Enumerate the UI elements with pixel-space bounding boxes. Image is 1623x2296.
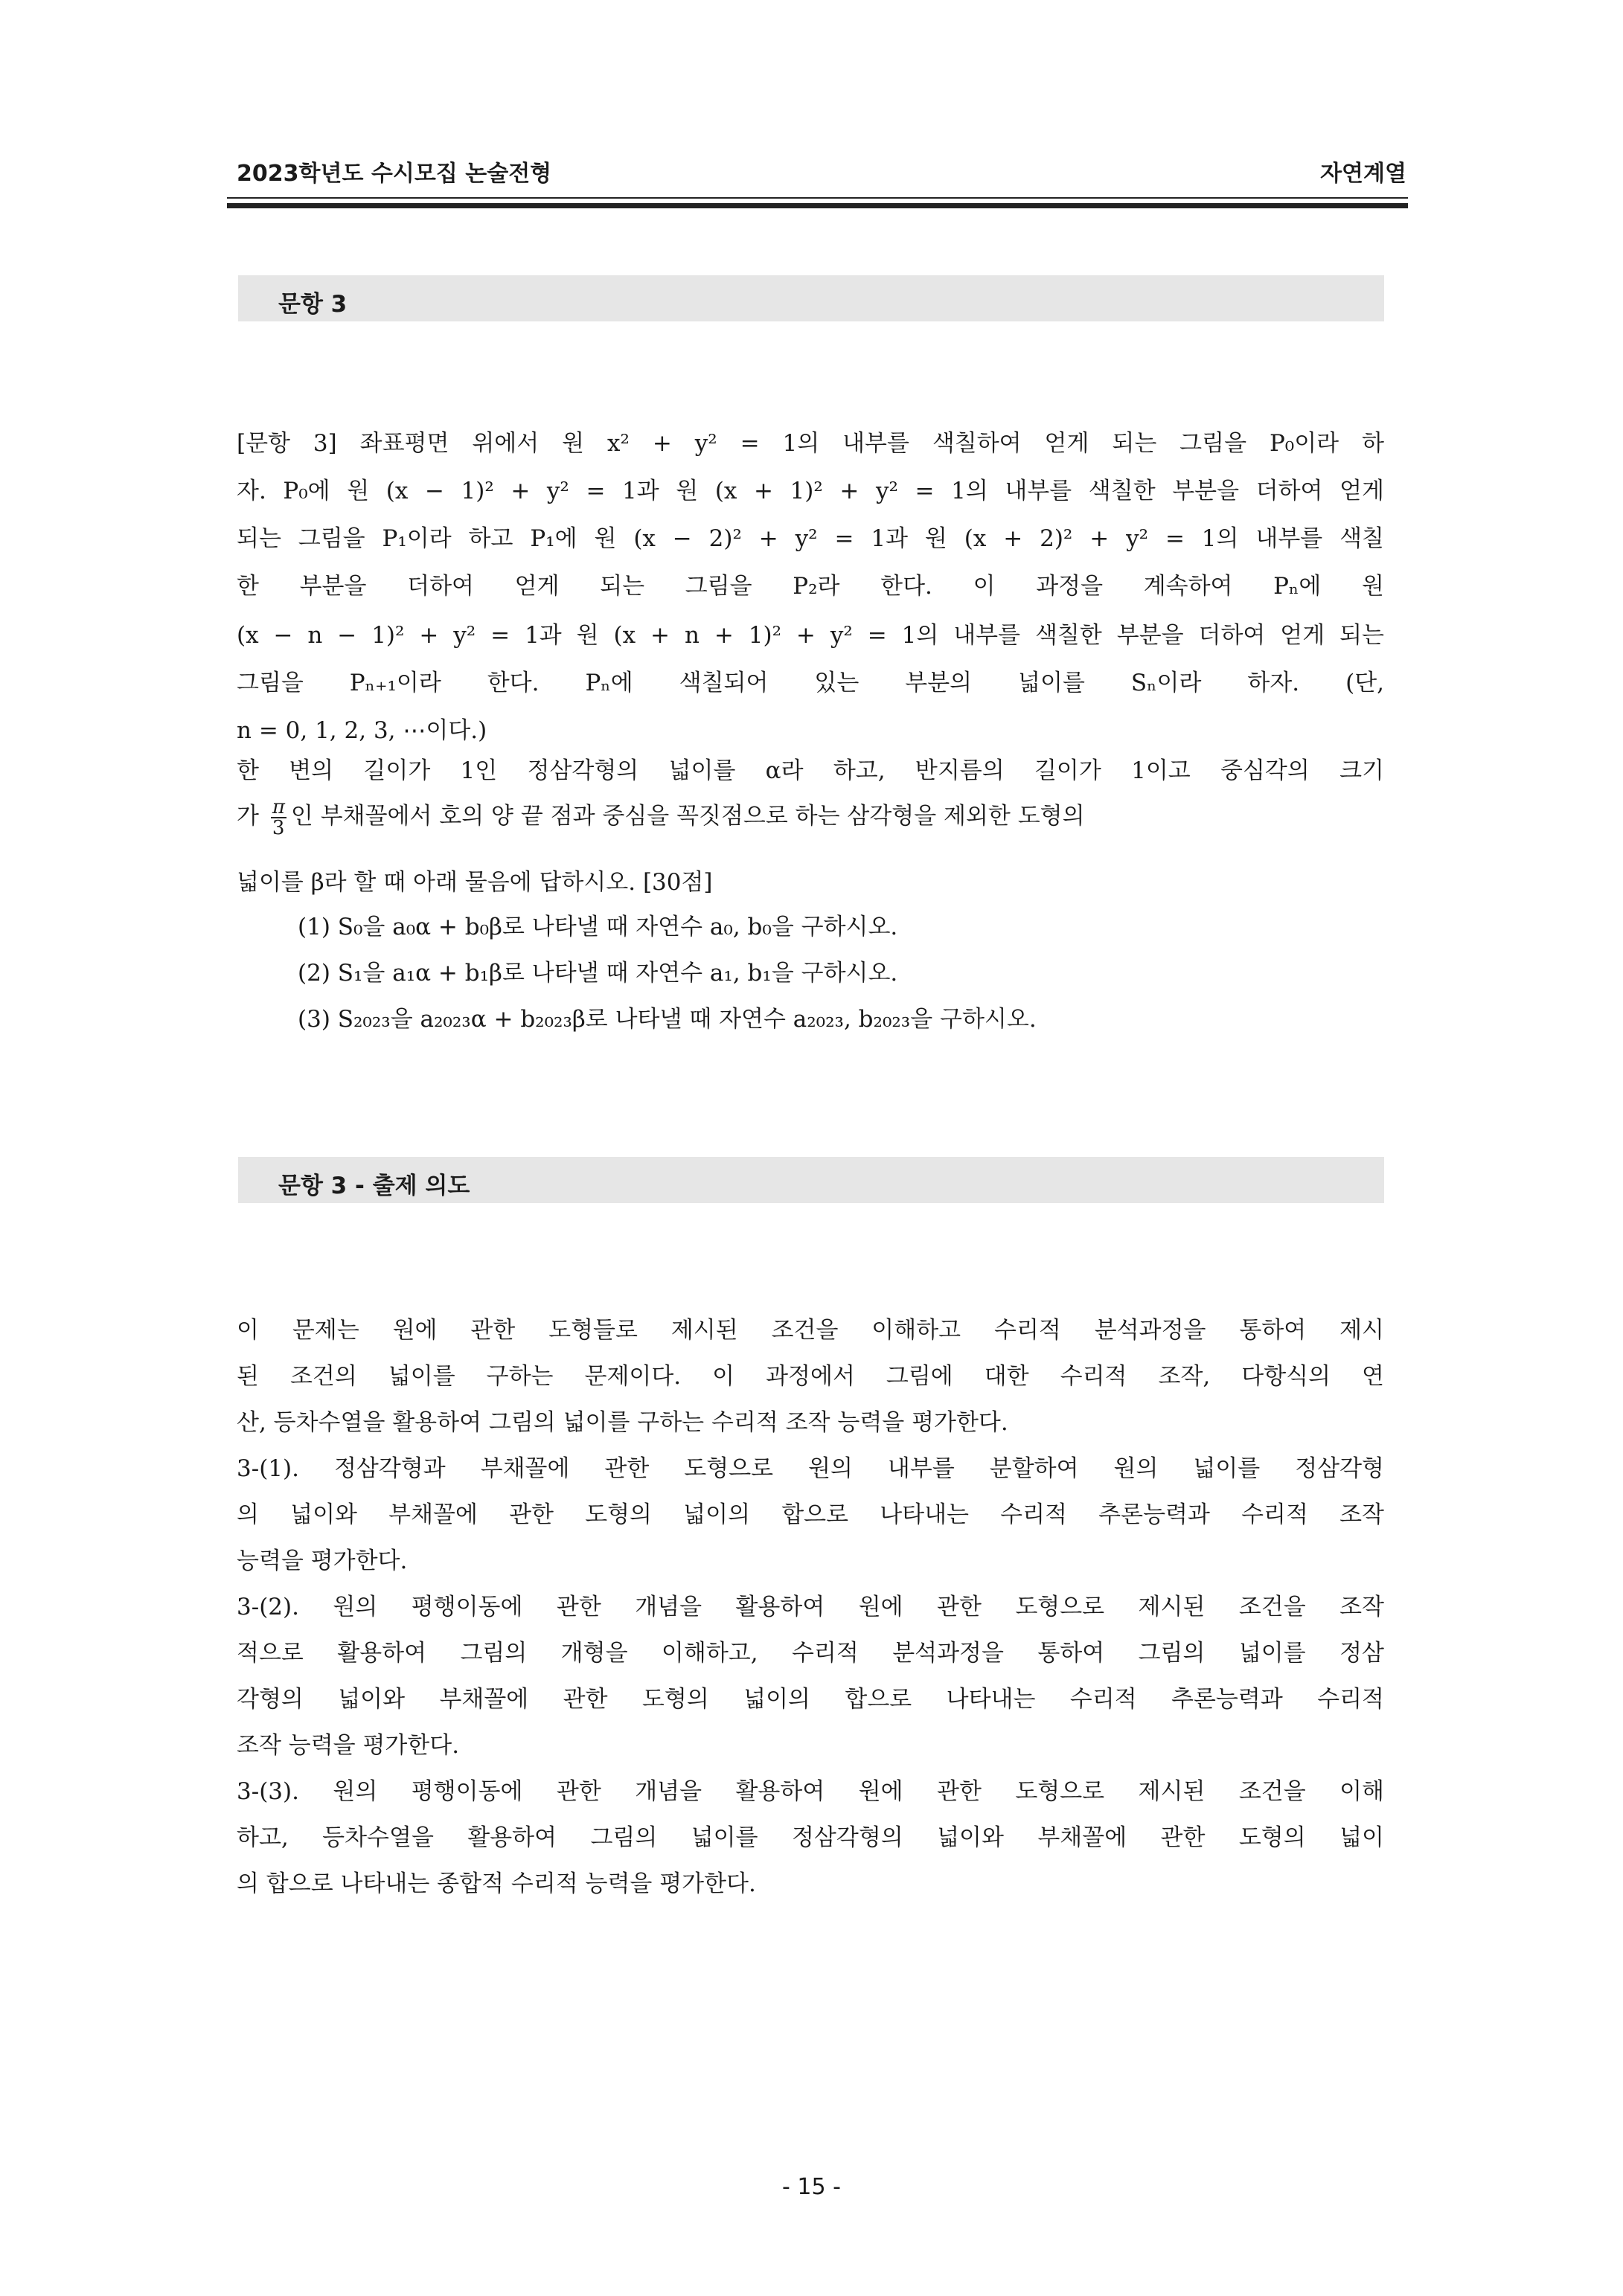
pi-over-3-fraction [271,795,286,839]
section-heading-problem [238,275,1384,321]
problem-line: 한 부분을 더하여 얻게 되는 그림을 P₂라 한다. 이 과정을 계속하여 Pₙ에 원 [237,573,1384,600]
fraction-denominator: 3 [272,816,285,839]
intent-line: 3-(3). 원의 평행이동에 관한 개념을 활용하여 원에 관한 도형으로 제시된 조건을 이해 [237,1778,1384,1805]
problem-line-fraction [237,792,1384,841]
intent-line: 조작 능력을 평가한다. [237,1732,460,1759]
problem-line: [문항 3] 좌표평면 위에서 원 x² + y² = 1의 내부를 색칠하여 얻게 되는 그림을 P₀이라 하 [237,430,1384,457]
problem-line: n = 0, 1, 2, 3, ⋯이다.) [237,717,487,744]
problem-line: (x − n − 1)² + y² = 1과 원 (x + n + 1)² + y² = 1의 내부를 색칠한 부분을 더하여 얻게 되는 [237,622,1384,649]
intent-line: 된 조건의 넓이를 구하는 문제이다. 이 과정에서 그림에 대한 수리적 조작, 다항식의 연 [237,1363,1384,1390]
intent-line: 이 문제는 원에 관한 도형들로 제시된 조건을 이해하고 수리적 분석과정을 통하여 제시 [237,1317,1384,1344]
intent-line: 의 합으로 나타내는 종합적 수리적 능력을 평가한다. [237,1870,756,1897]
problem-line: 자. P₀에 원 (x − 1)² + y² = 1과 원 (x + 1)² + y² = 1의 내부를 색칠한 부분을 더하여 얻게 [237,478,1384,504]
fraction-numerator: π [272,795,285,818]
line-prefix: 가 [237,803,259,830]
section-title: 문항 3 - 출제 의도 [278,1173,470,1199]
intent-line: 적으로 활용하여 그림의 개형을 이해하고, 수리적 분석과정을 통하여 그림의 넓이를 정삼 [237,1640,1384,1667]
intent-line: 능력을 평가한다. [237,1548,408,1574]
question-2: (2) S₁을 a₁α + b₁β로 나타낼 때 자연수 a₁, b₁을 구하시오. [298,960,898,987]
section-heading-intent [238,1157,1384,1203]
intent-line: 산, 등차수열을 활용하여 그림의 넓이를 구하는 수리적 조작 능력을 평가한다. [237,1409,1008,1436]
intent-line: 3-(1). 정삼각형과 부채꼴에 관한 도형으로 원의 내부를 분할하여 원의 넓이를 정삼각형 [237,1455,1384,1482]
intent-line: 의 넓이와 부채꼴에 관한 도형의 넓이의 합으로 나타내는 수리적 추론능력과 수리적 조작 [237,1501,1384,1528]
problem-line: 되는 그림을 P₁이라 하고 P₁에 원 (x − 2)² + y² = 1과 원 (x + 2)² + y² = 1의 내부를 색칠 [237,525,1384,552]
problem-line: 한 변의 길이가 1인 정삼각형의 넓이를 α라 하고, 반지름의 길이가 1이고 중심각의 크기 [237,757,1384,784]
page-header [237,155,1406,185]
header-rule-thin [227,197,1408,199]
track-label: 자연계열 [1320,161,1406,187]
intent-line: 하고, 등차수열을 활용하여 그림의 넓이를 정삼각형의 넓이와 부채꼴에 관한 도형의 넓이 [237,1824,1384,1851]
header-rule-thick [227,203,1408,208]
question-3: (3) S₂₀₂₃을 a₂₀₂₃α + b₂₀₂₃β로 나타낼 때 자연수 a₂₀₂₃, b₂₀₂₃을 구하시오. [298,1006,1037,1033]
line-suffix: 인 부채꼴에서 호의 양 끝 점과 중심을 꼭짓점으로 하는 삼각형을 제외한 도형의 [290,803,1085,830]
exam-title: 2023학년도 수시모집 논술전형 [237,161,552,187]
section-title: 문항 3 [278,291,348,318]
question-1: (1) S₀을 a₀α + b₀β로 나타낼 때 자연수 a₀, b₀을 구하시오. [298,914,898,940]
intent-line: 3-(2). 원의 평행이동에 관한 개념을 활용하여 원에 관한 도형으로 제시된 조건을 조작 [237,1594,1384,1620]
problem-line: 그림을 Pₙ₊₁이라 한다. Pₙ에 색칠되어 있는 부분의 넓이를 Sₙ이라 하자. (단, [237,670,1384,696]
problem-line: 넓이를 β라 할 때 아래 물음에 답하시오. [30점] [237,869,713,896]
page-number: - 15 - [782,2174,841,2200]
intent-line: 각형의 넓이와 부채꼴에 관한 도형의 넓이의 합으로 나타내는 수리적 추론능력과 수리적 [237,1686,1384,1713]
